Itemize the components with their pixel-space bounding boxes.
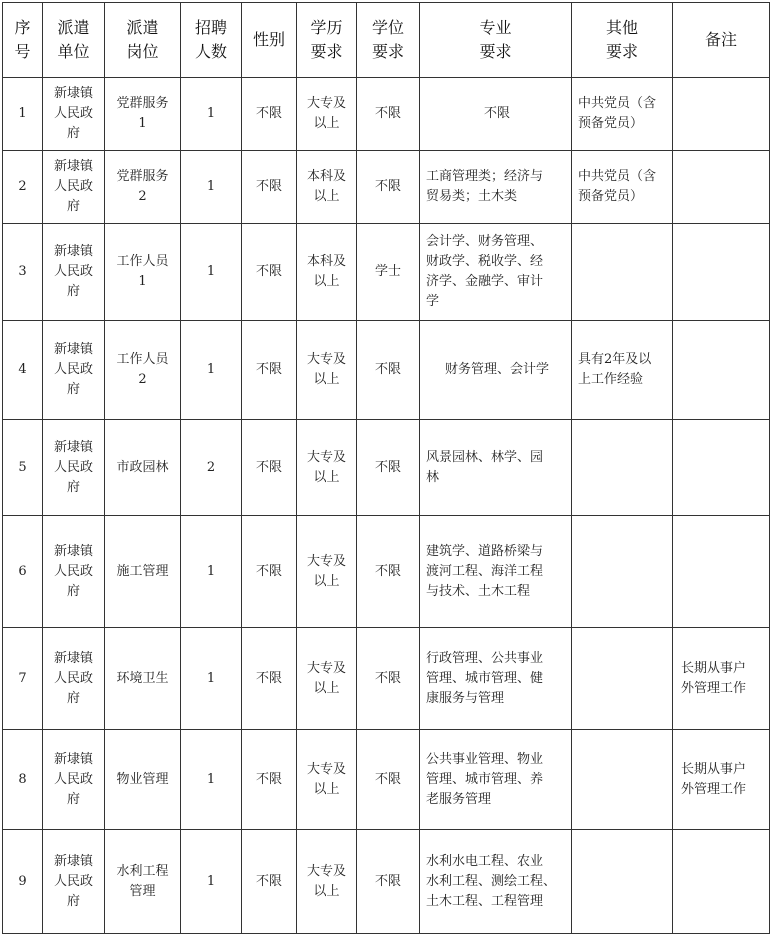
cell-major: 建筑学、道路桥梁与 渡河工程、海洋工程 与技术、土木工程 — [420, 516, 572, 628]
table-row — [3, 420, 770, 516]
header-row — [3, 3, 770, 78]
cell-count: 1 — [181, 151, 242, 224]
cell-education: 大专及 以上 — [297, 321, 357, 420]
cell-degree: 不限 — [357, 321, 420, 420]
header-unit: 派遣 单位 — [43, 3, 105, 78]
cell-degree: 不限 — [357, 628, 420, 730]
table-row — [3, 151, 770, 224]
cell-degree: 学士 — [357, 224, 420, 321]
cell-note — [673, 151, 770, 224]
cell-education: 本科及 以上 — [297, 224, 357, 321]
cell-no: 3 — [3, 224, 43, 321]
cell-count: 1 — [181, 830, 242, 934]
cell-post: 党群服务 1 — [105, 78, 181, 151]
cell-other — [572, 224, 673, 321]
table-row — [3, 628, 770, 730]
table-row — [3, 224, 770, 321]
cell-degree: 不限 — [357, 830, 420, 934]
cell-no: 6 — [3, 516, 43, 628]
recruitment-table — [2, 2, 770, 934]
header-education: 学历 要求 — [297, 3, 357, 78]
table-row — [3, 516, 770, 628]
cell-education: 大专及 以上 — [297, 420, 357, 516]
header-count: 招聘 人数 — [181, 3, 242, 78]
cell-other: 中共党员（含 预备党员） — [572, 78, 673, 151]
cell-degree: 不限 — [357, 420, 420, 516]
cell-unit: 新埭镇 人民政 府 — [43, 321, 105, 420]
cell-gender: 不限 — [242, 224, 297, 321]
cell-unit: 新埭镇 人民政 府 — [43, 730, 105, 830]
cell-count: 1 — [181, 730, 242, 830]
cell-education: 本科及 以上 — [297, 151, 357, 224]
cell-degree: 不限 — [357, 730, 420, 830]
cell-post: 党群服务 2 — [105, 151, 181, 224]
cell-education: 大专及 以上 — [297, 78, 357, 151]
cell-count: 2 — [181, 420, 242, 516]
cell-other — [572, 628, 673, 730]
cell-other — [572, 730, 673, 830]
cell-education: 大专及 以上 — [297, 830, 357, 934]
cell-no: 9 — [3, 830, 43, 934]
cell-note — [673, 516, 770, 628]
cell-note — [673, 321, 770, 420]
table-row — [3, 730, 770, 830]
header-no: 序 号 — [3, 3, 43, 78]
cell-count: 1 — [181, 321, 242, 420]
cell-other — [572, 516, 673, 628]
cell-no: 1 — [3, 78, 43, 151]
cell-major: 公共事业管理、物业 管理、城市管理、养 老服务管理 — [420, 730, 572, 830]
cell-note: 长期从事户 外管理工作 — [673, 628, 770, 730]
cell-degree: 不限 — [357, 151, 420, 224]
cell-major: 不限 — [420, 78, 572, 151]
cell-count: 1 — [181, 628, 242, 730]
cell-major: 风景园林、林学、园 林 — [420, 420, 572, 516]
cell-post: 水利工程 管理 — [105, 830, 181, 934]
cell-other: 中共党员（含 预备党员） — [572, 151, 673, 224]
cell-no: 4 — [3, 321, 43, 420]
header-degree: 学位 要求 — [357, 3, 420, 78]
cell-major: 行政管理、公共事业 管理、城市管理、健 康服务与管理 — [420, 628, 572, 730]
cell-gender: 不限 — [242, 78, 297, 151]
cell-degree: 不限 — [357, 78, 420, 151]
cell-unit: 新埭镇 人民政 府 — [43, 151, 105, 224]
cell-post: 工作人员 2 — [105, 321, 181, 420]
cell-other — [572, 830, 673, 934]
cell-major: 工商管理类；经济与 贸易类；土木类 — [420, 151, 572, 224]
cell-major: 水利水电工程、农业 水利工程、测绘工程、 土木工程、工程管理 — [420, 830, 572, 934]
cell-unit: 新埭镇 人民政 府 — [43, 516, 105, 628]
header-major: 专业 要求 — [420, 3, 572, 78]
cell-education: 大专及 以上 — [297, 628, 357, 730]
cell-degree: 不限 — [357, 516, 420, 628]
cell-post: 工作人员 1 — [105, 224, 181, 321]
cell-count: 1 — [181, 78, 242, 151]
cell-no: 2 — [3, 151, 43, 224]
cell-count: 1 — [181, 516, 242, 628]
cell-post: 市政园林 — [105, 420, 181, 516]
cell-note — [673, 830, 770, 934]
cell-count: 1 — [181, 224, 242, 321]
header-note: 备注 — [673, 3, 770, 78]
cell-education: 大专及 以上 — [297, 730, 357, 830]
cell-other — [572, 420, 673, 516]
cell-note — [673, 224, 770, 321]
cell-major: 会计学、财务管理、 财政学、税收学、经 济学、金融学、审计 学 — [420, 224, 572, 321]
cell-gender: 不限 — [242, 321, 297, 420]
cell-post: 物业管理 — [105, 730, 181, 830]
cell-unit: 新埭镇 人民政 府 — [43, 420, 105, 516]
cell-other: 具有2年及以 上工作经验 — [572, 321, 673, 420]
cell-education: 大专及 以上 — [297, 516, 357, 628]
cell-post: 环境卫生 — [105, 628, 181, 730]
header-post: 派遣 岗位 — [105, 3, 181, 78]
cell-post: 施工管理 — [105, 516, 181, 628]
cell-gender: 不限 — [242, 420, 297, 516]
cell-no: 5 — [3, 420, 43, 516]
cell-unit: 新埭镇 人民政 府 — [43, 830, 105, 934]
cell-gender: 不限 — [242, 516, 297, 628]
cell-no: 7 — [3, 628, 43, 730]
cell-gender: 不限 — [242, 830, 297, 934]
table-row — [3, 321, 770, 420]
table-row — [3, 830, 770, 934]
cell-gender: 不限 — [242, 628, 297, 730]
cell-gender: 不限 — [242, 730, 297, 830]
cell-unit: 新埭镇 人民政 府 — [43, 628, 105, 730]
cell-unit: 新埭镇 人民政 府 — [43, 224, 105, 321]
cell-note — [673, 420, 770, 516]
table-row — [3, 78, 770, 151]
cell-unit: 新埭镇 人民政 府 — [43, 78, 105, 151]
cell-gender: 不限 — [242, 151, 297, 224]
cell-no: 8 — [3, 730, 43, 830]
cell-major: 财务管理、会计学 — [420, 321, 572, 420]
cell-note: 长期从事户 外管理工作 — [673, 730, 770, 830]
header-gender: 性别 — [242, 3, 297, 78]
cell-note — [673, 78, 770, 151]
header-other: 其他 要求 — [572, 3, 673, 78]
